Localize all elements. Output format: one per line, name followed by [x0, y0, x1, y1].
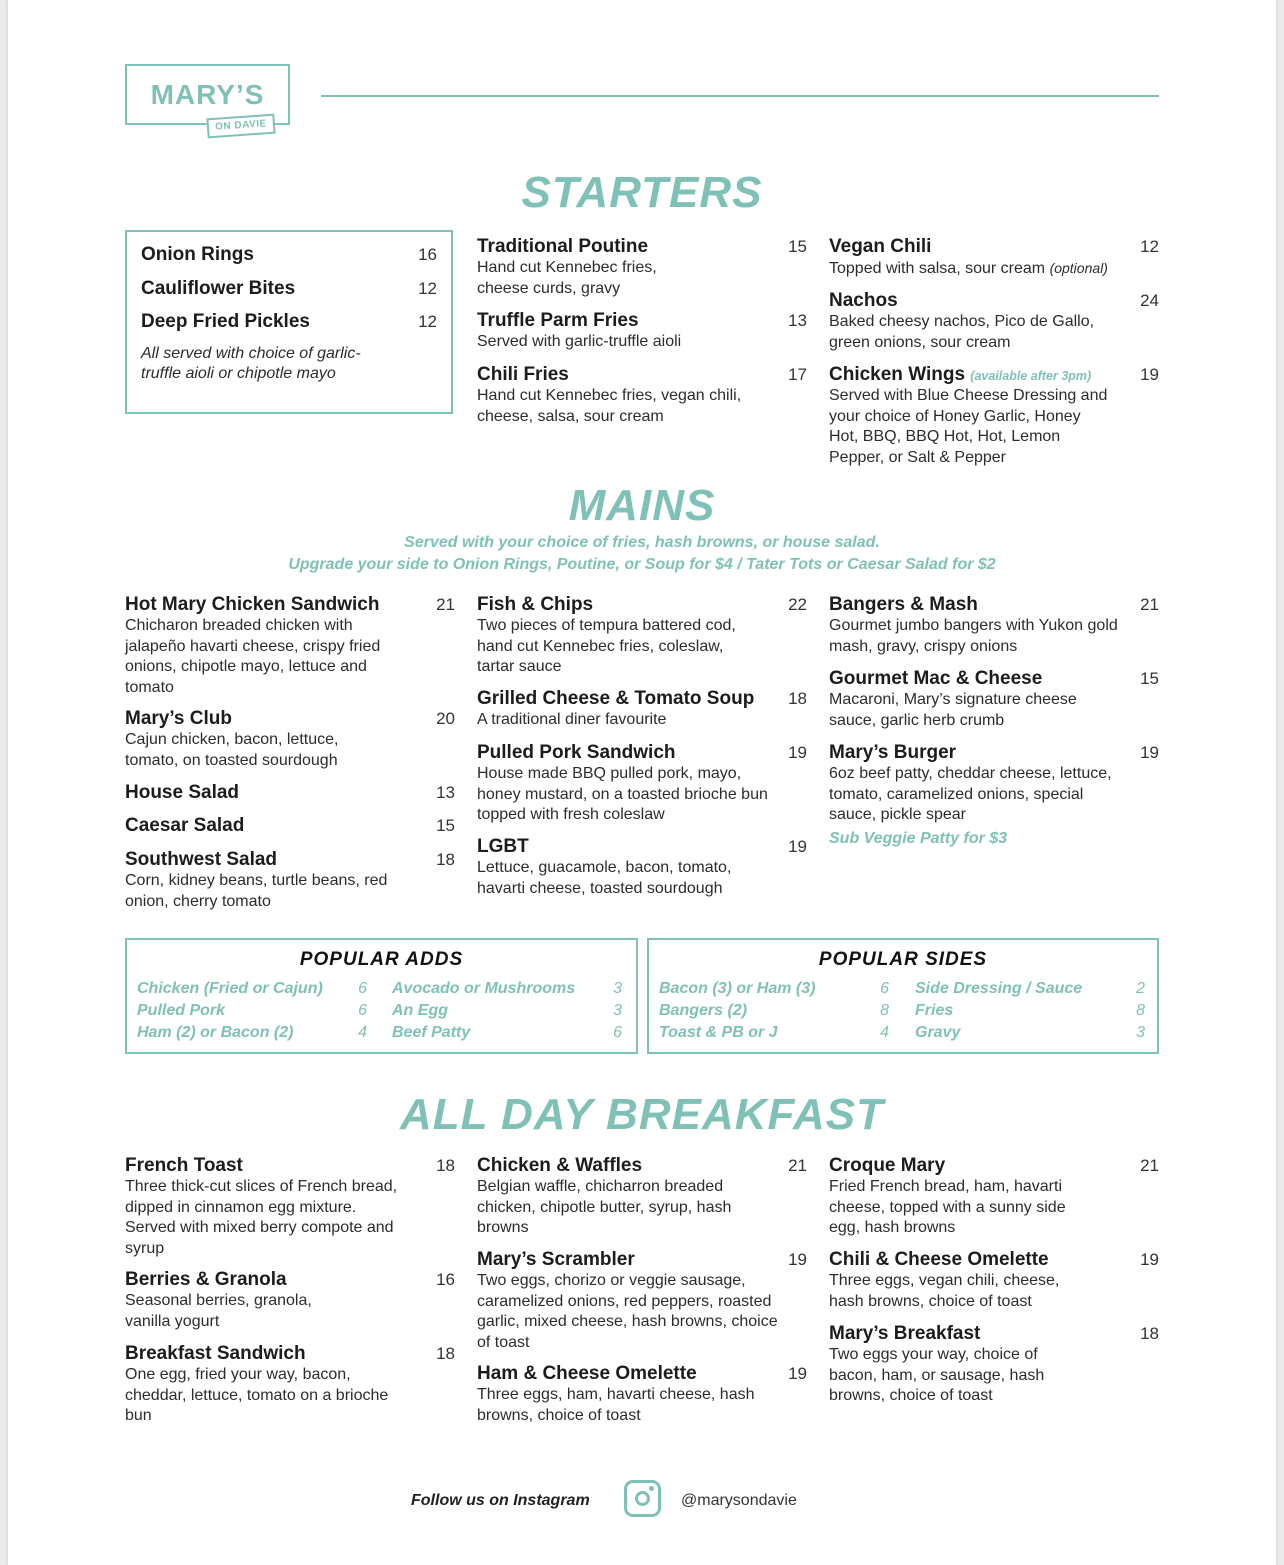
menu-item [125, 594, 455, 698]
item-price: 22 [788, 595, 807, 614]
item-name: Caesar Salad [125, 815, 245, 836]
menu-item [125, 1155, 455, 1259]
add-on-price: 6 [358, 980, 367, 997]
side-price: 8 [1136, 1002, 1145, 1019]
popular-adds-title: POPULAR ADDS [299, 949, 464, 970]
item-price: 21 [1140, 1156, 1159, 1175]
optional-note: (optional) [1049, 260, 1108, 276]
item-price: 21 [436, 595, 455, 614]
menu-item [829, 742, 1159, 850]
instagram-icon[interactable] [624, 1480, 661, 1517]
starters-box-note: All served with choice of garlic-truffle aioli or chipotle mayo [141, 345, 361, 382]
item-price: 12 [418, 279, 437, 298]
availability-note: (available after 3pm) [970, 369, 1092, 383]
item-name: Chicken Wings [829, 364, 966, 385]
menu-item [829, 364, 1159, 468]
item-description: House made BBQ pulled pork, mayo, honey mustard, on a toasted brioche bun topped with fresh coleslaw [477, 765, 768, 823]
item-description: Topped with salsa, sour cream [829, 260, 1046, 277]
item-description: Three thick-cut slices of French bread, dipped in cinnamon egg mixture. Served with mixed berry compote and syrup [125, 1178, 398, 1257]
side-price: 2 [1136, 980, 1145, 997]
side-name: Side Dressing / Sauce [915, 980, 1083, 997]
mains-upgrade-note: Upgrade your side to Onion Rings, Poutine, or Soup for $4 / Tater Tots or Caesar Salad for $2 [288, 556, 996, 573]
item-description: Gourmet jumbo bangers with Yukon gold mash, gravy, crispy onions [829, 617, 1118, 655]
menu-item [477, 836, 807, 899]
item-description: Macaroni, Mary’s signature cheese sauce, garlic herb crumb [829, 691, 1077, 729]
item-price: 21 [788, 1156, 807, 1175]
menu-item [125, 849, 455, 912]
item-name: Deep Fried Pickles [141, 311, 310, 332]
menu-item [141, 311, 437, 335]
item-price: 15 [436, 816, 455, 835]
menu-item [477, 310, 807, 353]
item-description: Two pieces of tempura battered cod, hand cut Kennebec fries, coleslaw, tartar sauce [477, 617, 736, 675]
side-name: Fries [915, 1002, 954, 1019]
item-name: Ham & Cheese Omelette [477, 1363, 697, 1384]
item-name: Truffle Parm Fries [477, 310, 639, 331]
item-price: 16 [418, 245, 437, 264]
item-name: Mary’s Breakfast [829, 1323, 981, 1344]
item-description: Served with garlic-truffle aioli [477, 333, 682, 350]
header-rule [321, 95, 1159, 97]
add-on-item [392, 1022, 622, 1044]
add-on-price: 6 [358, 1002, 367, 1019]
item-description: 6oz beef patty, cheddar cheese, lettuce, tomato, caramelized onions, special sauce, pickle spear [829, 765, 1112, 823]
add-on-item [137, 1022, 367, 1044]
menu-item [477, 688, 807, 731]
instagram-dot-icon [649, 1486, 654, 1491]
add-on-name: Ham (2) or Bacon (2) [137, 1024, 294, 1041]
item-price: 12 [1140, 237, 1159, 256]
menu-item [477, 236, 807, 299]
side-price: 4 [880, 1024, 889, 1041]
item-name: Pulled Pork Sandwich [477, 742, 676, 763]
item-name: Traditional Poutine [477, 236, 649, 257]
item-description: Chicharon breaded chicken with jalapeño havarti cheese, crispy fried onions, chipotle mayo, lettuce and tomato [125, 617, 381, 696]
menu-item [477, 1155, 807, 1239]
menu-item [477, 742, 807, 826]
add-on-price: 3 [613, 1002, 622, 1019]
menu-item [477, 1363, 807, 1426]
item-description: Baked cheesy nachos, Pico de Gallo, green onions, sour cream [829, 313, 1095, 351]
item-price: 19 [1140, 365, 1159, 384]
menu-item [829, 1323, 1159, 1407]
item-price: 24 [1140, 291, 1159, 310]
item-name: LGBT [477, 836, 529, 857]
item-description: Cajun chicken, bacon, lettuce, tomato, on toasted sourdough [125, 731, 339, 769]
popular-sides-title: POPULAR SIDES [818, 949, 988, 970]
breakfast-title: ALL DAY BREAKFAST [400, 1090, 884, 1139]
instagram-handle[interactable]: @marysondavie [681, 1492, 797, 1509]
item-description: Served with Blue Cheese Dressing and your choice of Honey Garlic, Honey Hot, BBQ, BBQ Hot, Hot, Lemon Pepper, or Salt & Pepper [829, 387, 1108, 466]
add-on-name: Avocado or Mushrooms [392, 980, 576, 997]
side-item [915, 1000, 1145, 1022]
menu-item [477, 1249, 807, 1353]
item-name: House Salad [125, 782, 240, 803]
item-name: Chicken & Waffles [477, 1155, 643, 1176]
menu-item [141, 244, 437, 268]
item-name: Mary’s Scrambler [477, 1249, 635, 1270]
item-price: 19 [1140, 1250, 1159, 1269]
item-name: Vegan Chili [829, 236, 932, 257]
item-price: 13 [436, 783, 455, 802]
menu-item [125, 782, 455, 804]
item-name: Mary’s Burger [829, 742, 957, 763]
item-name: Croque Mary [829, 1155, 946, 1176]
follow-us-text: Follow us on Instagram [411, 1492, 590, 1509]
add-on-name: Chicken (Fried or Cajun) [137, 980, 323, 997]
item-description: Hand cut Kennebec fries, vegan chili, cheese, salsa, sour cream [477, 387, 742, 425]
item-price: 17 [788, 365, 807, 384]
item-description: Seasonal berries, granola, vanilla yogurt [125, 1292, 312, 1330]
menu-item [477, 364, 807, 427]
add-on-item [137, 978, 367, 1000]
menu-item [829, 594, 1159, 657]
item-price: 19 [788, 1364, 807, 1383]
item-description: Hand cut Kennebec fries, cheese curds, gravy [477, 259, 657, 297]
starters-title: STARTERS [521, 168, 763, 217]
menu-page [8, 0, 1276, 1565]
item-name: Berries & Granola [125, 1269, 287, 1290]
item-price: 21 [1140, 595, 1159, 614]
item-price: 18 [436, 1156, 455, 1175]
menu-item [829, 290, 1159, 353]
side-name: Toast & PB or J [659, 1024, 778, 1041]
menu-item [477, 594, 807, 678]
item-price: 12 [418, 312, 437, 331]
item-price: 15 [788, 237, 807, 256]
item-name: Southwest Salad [125, 849, 278, 870]
side-price: 8 [880, 1002, 889, 1019]
item-price: 19 [1140, 743, 1159, 762]
item-price: 18 [436, 1344, 455, 1363]
add-on-item [392, 1000, 622, 1022]
add-on-price: 6 [613, 1024, 622, 1041]
item-name: Chili Fries [477, 364, 569, 385]
side-item [915, 978, 1145, 1000]
item-name: Grilled Cheese & Tomato Soup [477, 688, 755, 709]
side-price: 6 [880, 980, 889, 997]
mains-subtitle: Served with your choice of fries, hash browns, or house salad. [404, 534, 880, 551]
item-description: A traditional diner favourite [477, 711, 667, 728]
item-price: 18 [436, 850, 455, 869]
item-name: Fish & Chips [477, 594, 594, 615]
menu-item [829, 1249, 1159, 1312]
item-price: 20 [436, 709, 455, 728]
item-price: 16 [436, 1270, 455, 1289]
logo-main-text: MARY’S [150, 79, 265, 110]
item-name: Mary’s Club [125, 708, 232, 729]
veggie-patty-note: Sub Veggie Patty for $3 [829, 829, 1008, 847]
menu-item [125, 708, 455, 771]
item-description: Lettuce, guacamole, bacon, tomato, havarti cheese, toasted sourdough [477, 859, 732, 897]
item-name: Breakfast Sandwich [125, 1343, 306, 1364]
mains-title: MAINS [568, 481, 716, 530]
add-on-price: 4 [358, 1024, 367, 1041]
item-description: Two eggs your way, choice of bacon, ham, or sausage, hash browns, choice of toast [829, 1346, 1045, 1404]
item-name: Nachos [829, 290, 898, 311]
menu-item [829, 236, 1159, 280]
side-item [659, 1022, 889, 1044]
menu-item [141, 278, 437, 302]
starters-box [125, 230, 453, 414]
side-item [915, 1022, 1145, 1044]
item-price: 15 [1140, 669, 1159, 688]
popular-sides-box [647, 938, 1159, 1054]
side-name: Gravy [915, 1024, 961, 1041]
item-price: 19 [788, 1250, 807, 1269]
add-on-name: Pulled Pork [137, 1002, 226, 1019]
item-description: Fried French bread, ham, havarti cheese, topped with a sunny side egg, hash browns [829, 1178, 1066, 1236]
item-name: Bangers & Mash [829, 594, 978, 615]
side-price: 3 [1136, 1024, 1145, 1041]
item-name: Cauliflower Bites [141, 278, 296, 299]
add-on-item [137, 1000, 367, 1022]
side-item [659, 978, 889, 1000]
item-price: 19 [788, 837, 807, 856]
side-name: Bangers (2) [659, 1002, 748, 1019]
item-name: French Toast [125, 1155, 243, 1176]
logo-sub-text: ON DAVIE [206, 114, 275, 139]
side-name: Bacon (3) or Ham (3) [659, 980, 816, 997]
item-description: One egg, fried your way, bacon, cheddar, lettuce, tomato on a brioche bun [125, 1366, 389, 1424]
item-description: Two eggs, chorizo or veggie sausage, caramelized onions, red peppers, roasted garlic, mixed cheese, hash browns, choice of toast [477, 1272, 778, 1351]
item-price: 18 [1140, 1324, 1159, 1343]
item-name: Gourmet Mac & Cheese [829, 668, 1043, 689]
menu-item [829, 1155, 1159, 1239]
menu-item [125, 1269, 455, 1332]
menu-item [125, 1343, 455, 1427]
add-on-name: Beef Patty [392, 1024, 471, 1041]
side-item [659, 1000, 889, 1022]
popular-adds-box [125, 938, 638, 1054]
item-name: Hot Mary Chicken Sandwich [125, 594, 380, 615]
item-name: Chili & Cheese Omelette [829, 1249, 1049, 1270]
item-description: Belgian waffle, chicharron breaded chicken, chipotle butter, syrup, hash browns [477, 1178, 732, 1236]
add-on-name: An Egg [392, 1002, 448, 1019]
item-price: 19 [788, 743, 807, 762]
item-name: Onion Rings [141, 244, 254, 265]
menu-item [829, 668, 1159, 731]
add-on-item [392, 978, 622, 1000]
menu-item [125, 815, 455, 837]
item-price: 18 [788, 689, 807, 708]
add-on-price: 3 [613, 980, 622, 997]
item-price: 13 [788, 311, 807, 330]
item-description: Corn, kidney beans, turtle beans, red onion, cherry tomato [125, 872, 388, 910]
instagram-lens-icon [635, 1491, 650, 1506]
item-description: Three eggs, vegan chili, cheese, hash browns, choice of toast [829, 1272, 1060, 1310]
marys-logo [125, 64, 290, 133]
item-description: Three eggs, ham, havarti cheese, hash browns, choice of toast [477, 1386, 755, 1424]
